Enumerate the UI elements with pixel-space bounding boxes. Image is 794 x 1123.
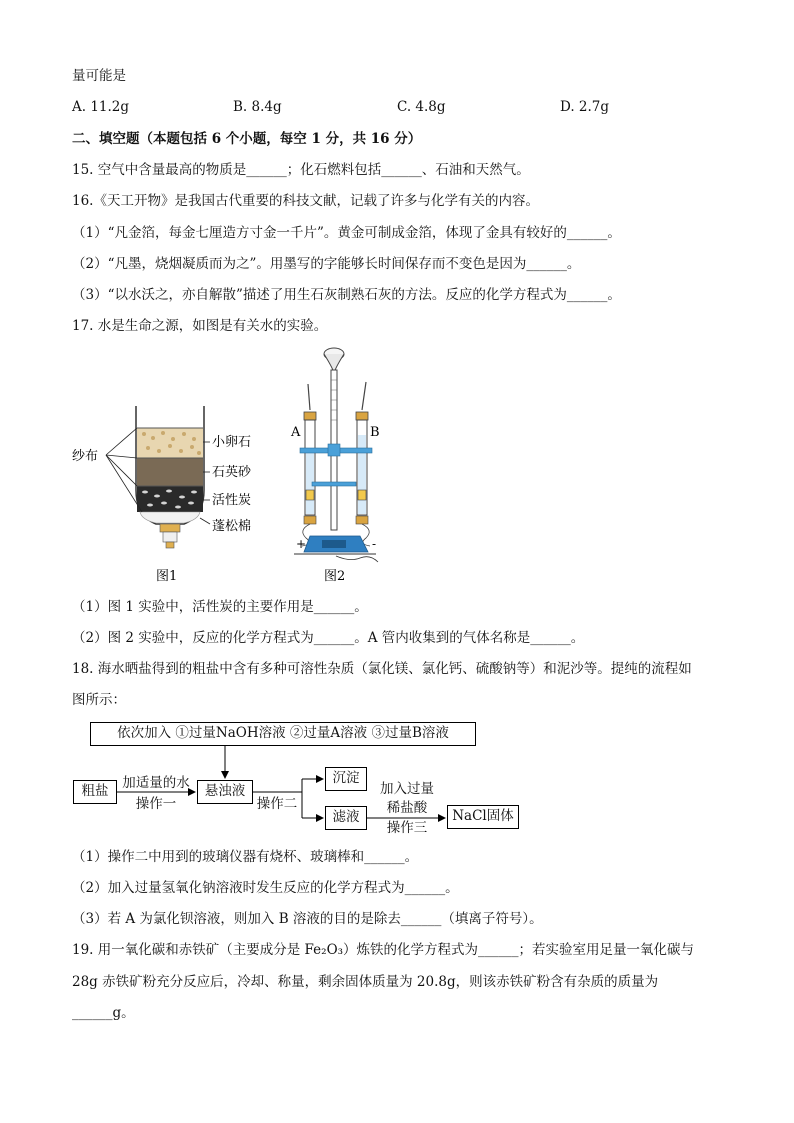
- q14-tail: 量可能是: [72, 68, 126, 84]
- question-16: 16.《天工开物》是我国古代重要的科技文献，记载了许多与化学有关的内容。: [72, 193, 539, 209]
- question-15: 15. 空气中含量最高的物质是______；化石燃料包括______、石油和天然气。: [72, 162, 530, 178]
- pebble-layer: [137, 428, 203, 458]
- question-19-line-3: ______g。: [72, 1005, 135, 1021]
- electrolysis-figure: [290, 348, 380, 584]
- cotton-layer: [140, 512, 200, 523]
- question-19-line-2: 28g 赤铁矿粉充分反应后，冷却、称量，剩余固体质量为 20.8g，则该赤铁矿粉含有杂质的质量为: [72, 974, 659, 990]
- tube-a-label: A: [291, 425, 301, 440]
- figure-1-caption: 图1: [156, 569, 178, 584]
- cotton-label: 蓬松棉: [212, 519, 252, 534]
- tube-b-label: B: [370, 425, 380, 440]
- precipitate-box: 沉淀: [325, 767, 367, 791]
- figure-2-caption: 图2: [324, 569, 346, 584]
- question-18-1: （1）操作二中用到的玻璃仪器有烧杯、玻璃棒和______。: [72, 849, 419, 865]
- step1-label-bottom: 操作一: [135, 796, 177, 812]
- step1-label-top: 加适量的水: [122, 775, 190, 791]
- pebble-label: 小卵石: [212, 435, 252, 450]
- step3-label-2: 稀盐酸: [386, 800, 428, 816]
- q14-option-d: D. 2.7g: [560, 99, 610, 115]
- minus-terminal: -: [372, 537, 377, 551]
- sand-layer: [137, 458, 203, 486]
- q14-option-c: C. 4.8g: [397, 99, 446, 115]
- question-18-2: （2）加入过量氢氧化钠溶液时发生反应的化学方程式为______。: [72, 880, 459, 896]
- carbon-label: 活性炭: [212, 493, 252, 508]
- nacl-solid-box: NaCl固体: [447, 805, 519, 829]
- question-17: 17. 水是生命之源，如图是有关水的实验。: [72, 318, 328, 334]
- suspension-box: 悬浊液: [197, 780, 253, 804]
- filter-figure: [72, 406, 252, 584]
- question-16-1: （1）“凡金箔，每金七厘造方寸金一千片”。黄金可制成金箔，体现了金具有较好的______。: [72, 225, 621, 241]
- step3-label-3: 操作三: [386, 820, 428, 836]
- water-experiment-figures: [60, 340, 400, 590]
- plus-terminal: +: [296, 537, 307, 551]
- gauze-label: 纱布: [72, 449, 99, 464]
- question-17-1: （1）图 1 实验中，活性炭的主要作用是______。: [72, 599, 368, 615]
- step3-label-1: 加入过量: [380, 781, 434, 797]
- question-18-line-2: 图所示：: [72, 692, 126, 708]
- step2-label: 操作二: [256, 796, 298, 812]
- filtrate-box: 滤液: [325, 806, 367, 830]
- question-18-line-1: 18. 海水晒盐得到的粗盐中含有多种可溶性杂质（氯化镁、氯化钙、硫酸钠等）和泥沙等。提纯的流程如: [72, 661, 692, 677]
- sand-label: 石英砂: [212, 465, 252, 480]
- section-title: 二、填空题（本题包括 6 个小题，每空 1 分，共 16 分）: [72, 131, 422, 147]
- crude-salt-box: 粗盐: [73, 780, 117, 804]
- question-18-3: （3）若 A 为氯化钡溶液，则加入 B 溶液的目的是除去______（填离子符号）。: [72, 911, 543, 927]
- question-19-line-1: 19. 用一氧化碳和赤铁矿（主要成分是 Fe₂O₃）炼铁的化学方程式为______；若实验室用足量一氧化碳与: [72, 942, 695, 958]
- reagent-box: 依次加入 ①过量NaOH溶液 ②过量A溶液 ③过量B溶液: [90, 722, 476, 746]
- q14-option-b: B. 8.4g: [233, 99, 282, 115]
- q14-option-a: A. 11.2g: [72, 99, 130, 115]
- question-16-2: （2）“凡墨，烧烟凝质而为之”。用墨写的字能够长时间保存而不变色是因为______。: [72, 256, 581, 272]
- question-17-2: （2）图 2 实验中，反应的化学方程式为______。A 管内收集到的气体名称是______。: [72, 630, 585, 646]
- question-16-3: （3）“以水沃之，亦自解散”描述了用生石灰制熟石灰的方法。反应的化学方程式为______。: [72, 287, 621, 303]
